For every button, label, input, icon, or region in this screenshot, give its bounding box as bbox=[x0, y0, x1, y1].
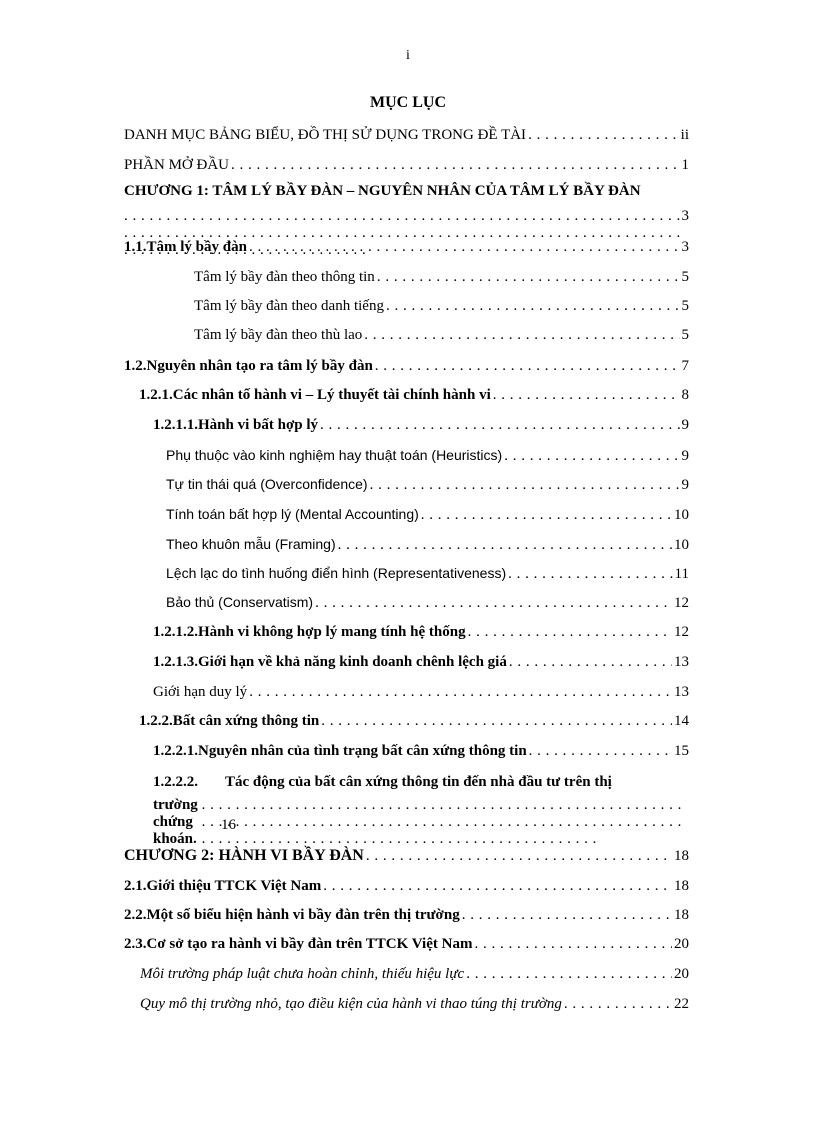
toc-entry-number: 1.1. bbox=[124, 239, 147, 255]
toc-entry-page: 5 bbox=[681, 327, 689, 343]
toc-entry-text: Cơ sở tạo ra hành vi bầy đàn trên TTCK Việt Nam bbox=[146, 936, 473, 952]
leader-dots bbox=[370, 476, 680, 494]
toc-entry[interactable] bbox=[166, 505, 689, 524]
leader-dots bbox=[249, 683, 672, 701]
leader-dots bbox=[249, 238, 680, 256]
toc-entry-text: DANH MỤC BẢNG BIỂU, ĐỒ THỊ SỬ DỤNG TRONG ĐỀ TÀI bbox=[124, 127, 527, 143]
toc-entry-text: Môi trường pháp luật chưa hoàn chỉnh, thiếu hiệu lực bbox=[140, 966, 465, 982]
toc-entry-text: Hành vi bất hợp lý bbox=[198, 417, 319, 433]
toc-entry-page: 11 bbox=[674, 566, 689, 582]
toc-entry[interactable] bbox=[153, 772, 689, 792]
leader-dots bbox=[338, 536, 672, 554]
toc-entry-number: 1.2.2.1. bbox=[153, 743, 198, 759]
toc-entry-number: 1.2.1. bbox=[139, 387, 173, 403]
toc-entry-text: CHƯƠNG 2: HÀNH VI BẦY ĐÀN bbox=[124, 847, 364, 864]
toc-entry-page: ii bbox=[680, 127, 689, 143]
leader-dots bbox=[462, 906, 672, 924]
leader-dots bbox=[377, 268, 680, 286]
toc-entry[interactable] bbox=[124, 238, 689, 256]
toc-entry[interactable] bbox=[166, 535, 689, 554]
toc-entry[interactable] bbox=[153, 623, 689, 641]
toc-entry-page: 9 bbox=[681, 477, 689, 493]
toc-entry-text: PHẦN MỞ ĐẦU bbox=[124, 157, 230, 173]
leader-dots bbox=[386, 297, 680, 315]
toc-chapter-heading[interactable] bbox=[124, 847, 689, 865]
leader-dots bbox=[528, 126, 679, 144]
toc-entry-text: Bất cân xứng thông tin bbox=[172, 713, 320, 729]
leader-dots bbox=[504, 447, 679, 465]
leader-dots bbox=[323, 877, 672, 895]
toc-entry[interactable] bbox=[124, 126, 689, 144]
toc-entry-page: 14 bbox=[674, 713, 689, 729]
toc-entry-text: Tính toán bất hợp lý (Mental Accounting) bbox=[166, 506, 419, 522]
toc-entry-page: 3 bbox=[681, 208, 689, 224]
toc-entry-page: 8 bbox=[681, 387, 689, 403]
toc-entry-number: 1.2.1.2. bbox=[153, 624, 198, 640]
toc-entry-text: Giới hạn về khả năng kinh doanh chênh lệch giá bbox=[198, 654, 507, 670]
toc-entry[interactable] bbox=[124, 935, 689, 953]
toc-entry[interactable] bbox=[194, 326, 689, 344]
toc-entry-number: 2.1. bbox=[124, 878, 147, 894]
toc-entry-page: 13 bbox=[674, 654, 689, 670]
leader-dots bbox=[564, 995, 672, 1013]
toc-entry[interactable] bbox=[153, 416, 689, 434]
leader-dots bbox=[202, 797, 689, 848]
toc-entry[interactable] bbox=[124, 906, 689, 924]
toc-entry[interactable] bbox=[153, 683, 689, 701]
toc-entry-page: 9 bbox=[681, 448, 689, 464]
leader-dots bbox=[421, 506, 672, 524]
toc-entry-page: 12 bbox=[674, 595, 689, 611]
toc-entry-page: 12 bbox=[674, 624, 689, 640]
toc-entry[interactable] bbox=[194, 268, 689, 286]
leader-dots bbox=[375, 357, 680, 375]
leader-dots bbox=[315, 594, 672, 612]
toc-entry-page: 22 bbox=[674, 996, 689, 1012]
toc-entry-page: 9 bbox=[681, 417, 689, 433]
leader-dots bbox=[529, 742, 672, 760]
toc-entry[interactable] bbox=[166, 475, 689, 494]
toc-entry-page: 15 bbox=[674, 743, 689, 759]
toc-entry[interactable] bbox=[153, 653, 689, 671]
leader-dots bbox=[231, 156, 679, 174]
toc-entry-text: Tác động của bất cân xứng thông tin đến nhà đầu tư trên thị bbox=[225, 774, 612, 790]
toc-entry-page: 3 bbox=[681, 239, 689, 255]
toc-entry-text: Tâm lý bầy đàn theo thù lao bbox=[194, 327, 363, 343]
toc-entry-page: 16 bbox=[221, 817, 236, 833]
toc-entry-page: 7 bbox=[681, 358, 689, 374]
leader-dots bbox=[466, 965, 672, 983]
toc-entry-text: Hành vi không hợp lý mang tính hệ thống bbox=[198, 624, 466, 640]
leader-dots bbox=[493, 386, 680, 404]
toc-entry[interactable] bbox=[139, 712, 689, 730]
toc-entry-number: 1.2.1.1. bbox=[153, 417, 198, 433]
toc-entry-text: Nguyên nhân tạo ra tâm lý bầy đàn bbox=[146, 358, 373, 374]
page-number: i bbox=[406, 48, 410, 63]
toc-entry[interactable] bbox=[124, 877, 689, 895]
toc-entry-text: Bảo thủ (Conservatism) bbox=[166, 594, 314, 610]
leader-dots bbox=[468, 623, 672, 641]
toc-entry-text: Tự tin thái quá (Overconfidence) bbox=[166, 476, 368, 492]
toc-entry[interactable] bbox=[140, 965, 689, 983]
toc-entry-text: Các nhân tố hành vi – Lý thuyết tài chính hành vi bbox=[172, 387, 491, 403]
leader-dots bbox=[474, 935, 672, 953]
toc-entry[interactable] bbox=[124, 156, 689, 174]
toc-entry-text: Tâm lý bầy đàn theo thông tin bbox=[194, 269, 375, 285]
toc-entry-text: Một số biểu hiện hành vi bầy đàn trên thị trường bbox=[146, 907, 460, 923]
toc-entry-text: Phụ thuộc vào kinh nghiệm hay thuật toán (Heuristics) bbox=[166, 447, 503, 463]
toc-entry-page: 20 bbox=[674, 936, 689, 952]
toc-entry[interactable] bbox=[124, 357, 689, 375]
toc-entry-text: Quy mô thị trường nhỏ, tạo điều kiện của hành vi thao túng thị trường bbox=[140, 996, 562, 1012]
toc-entry-page: 10 bbox=[674, 507, 689, 523]
toc-entry-number: 2.3. bbox=[124, 936, 147, 952]
toc-entry-text: Tâm lý bầy đàn theo danh tiếng bbox=[194, 298, 384, 314]
toc-entry-page: 18 bbox=[674, 907, 689, 923]
leader-dots bbox=[366, 847, 672, 865]
toc-entry-text: Theo khuôn mẫu (Framing) bbox=[166, 536, 336, 552]
toc-entry-page: 18 bbox=[674, 878, 689, 894]
leader-dots bbox=[321, 712, 672, 730]
toc-chapter-heading[interactable]: CHƯƠNG 1: TÂM LÝ BẦY ĐÀN – NGUYÊN NHÂN CỦA TÂM LÝ BẦY ĐÀN bbox=[124, 183, 641, 199]
toc-entry-text: Lệch lạc do tình huống điển hình (Representativeness) bbox=[166, 565, 507, 581]
toc-entry-page: 20 bbox=[674, 966, 689, 982]
toc-entry-page: 10 bbox=[674, 537, 689, 553]
toc-entry-number: 1.2.2. bbox=[139, 713, 173, 729]
toc-entry[interactable] bbox=[166, 446, 689, 465]
toc-entry[interactable] bbox=[194, 297, 689, 315]
toc-entry-page: 18 bbox=[674, 848, 689, 864]
toc-entry-text: Giới hạn duy lý bbox=[153, 684, 248, 700]
leader-dots bbox=[320, 416, 679, 434]
leader-dots bbox=[364, 326, 679, 344]
toc-entry[interactable] bbox=[139, 386, 689, 404]
toc-entry[interactable] bbox=[140, 995, 689, 1013]
leader-dots bbox=[508, 565, 672, 583]
toc-entry-page: 5 bbox=[681, 298, 689, 314]
toc-entry-text-continued: trường chứng khoán. bbox=[153, 797, 198, 847]
toc-entry-number: 1.2.2.2. bbox=[153, 774, 198, 790]
toc-entry-text: Giới thiệu TTCK Việt Nam bbox=[146, 878, 322, 894]
toc-entry-number: 1.2. bbox=[124, 358, 147, 374]
toc-entry-page: 1 bbox=[681, 157, 689, 173]
toc-entry-text: Nguyên nhân của tình trạng bất cân xứng thông tin bbox=[198, 743, 527, 759]
toc-entry[interactable] bbox=[153, 742, 689, 760]
toc-entry-text: Tâm lý bầy đàn bbox=[146, 239, 247, 255]
leader-dots bbox=[509, 653, 672, 671]
toc-entry-number: 1.2.1.3. bbox=[153, 654, 198, 670]
toc-entry[interactable] bbox=[166, 593, 689, 612]
toc-entry-page: 13 bbox=[674, 684, 689, 700]
toc-entry-number: 2.2. bbox=[124, 907, 147, 923]
toc-title: MỤC LỤC bbox=[370, 94, 446, 111]
toc-entry-page: 5 bbox=[681, 269, 689, 285]
toc-entry[interactable] bbox=[166, 564, 689, 583]
